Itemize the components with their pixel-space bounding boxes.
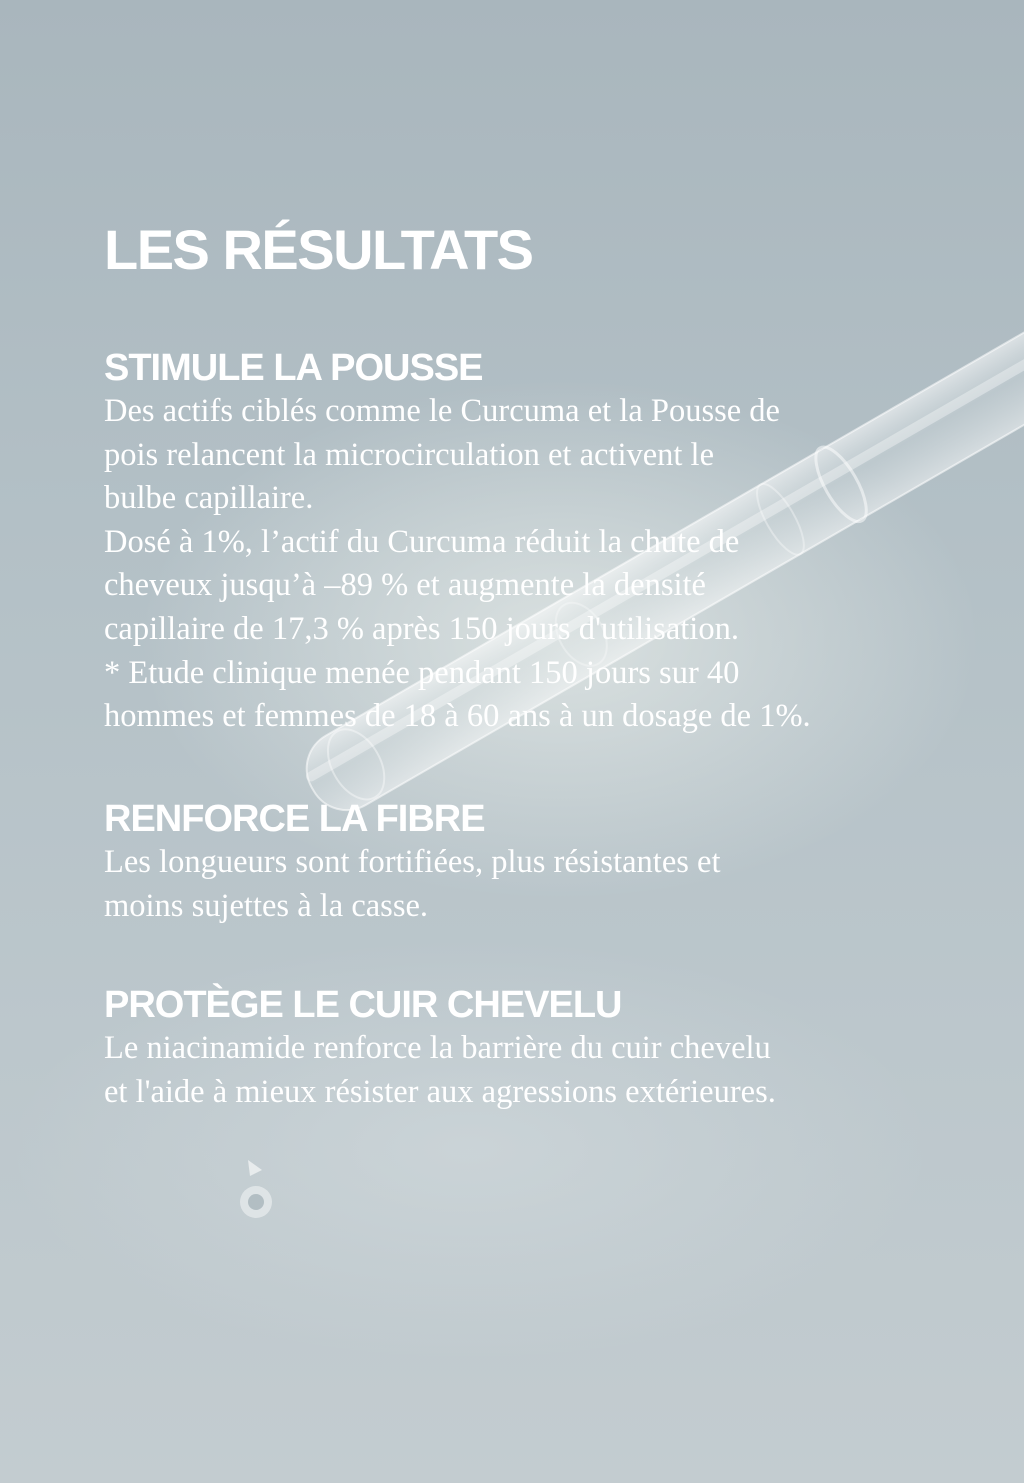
section-stimulate-growth bbox=[104, 346, 1019, 739]
section-body: Le niacinamide renforce la barrière du cuir chevelu et l'aide à mieux résister aux agressions extérieures. bbox=[104, 1030, 776, 1110]
section-body: Des actifs ciblés comme le Curcuma et la Pousse de pois relancent la microcirculation et activent le bulbe capillaire. Dosé à 1%, l’actif du Curcuma réduit la chute de cheveux jusqu’à –89 % et augmente la densité capillaire de 17,3 % après 150 jours d'utilisation. * Etude clinique menée pendant 150 jours sur 40 hommes et femmes de 18 à 60 ans à un dosage de 1%. bbox=[104, 393, 811, 735]
page-title: LES RÉSULTATS bbox=[104, 218, 533, 281]
section-body: Les longueurs sont fortifiées, plus résistantes et moins sujettes à la casse. bbox=[104, 844, 721, 924]
section-strengthen-fiber bbox=[104, 797, 1019, 928]
section-protect-scalp bbox=[104, 983, 1019, 1114]
section-heading: RENFORCE LA FIBRE bbox=[104, 798, 485, 840]
section-heading: STIMULE LA POUSSE bbox=[104, 347, 483, 389]
section-heading: PROTÈGE LE CUIR CHEVELU bbox=[104, 984, 622, 1026]
